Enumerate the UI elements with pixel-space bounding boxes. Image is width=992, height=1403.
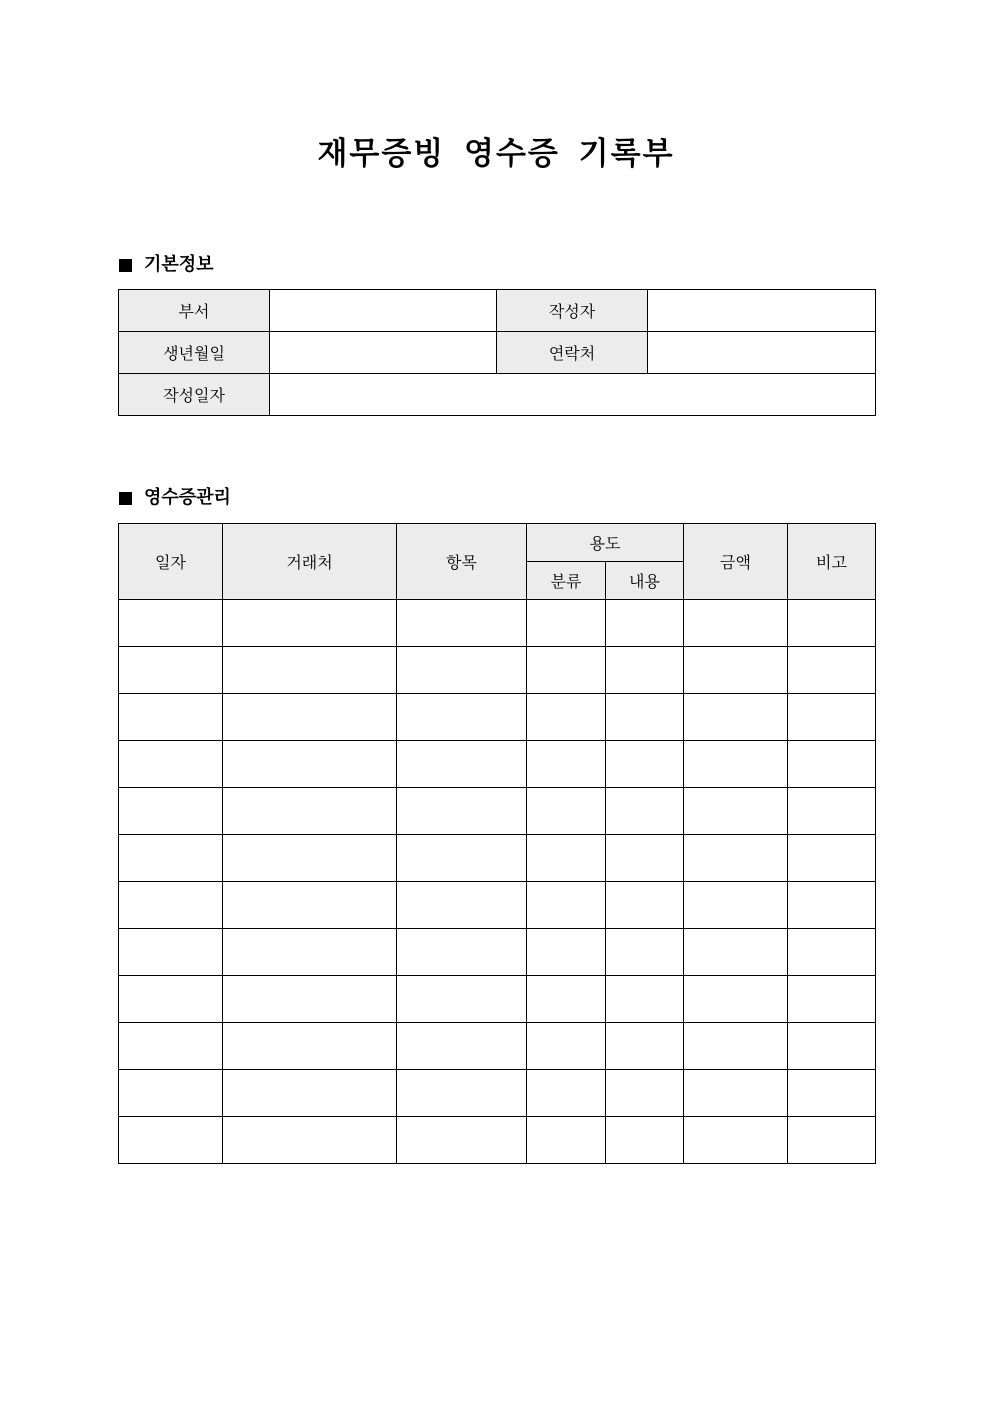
table-row <box>119 882 876 929</box>
detail-cell[interactable] <box>606 647 684 694</box>
item-cell[interactable] <box>397 1070 527 1117</box>
category-cell[interactable] <box>527 694 606 741</box>
table-row <box>119 1117 876 1164</box>
written-date-field[interactable] <box>270 374 876 416</box>
note-cell[interactable] <box>788 1070 876 1117</box>
category-cell[interactable] <box>527 647 606 694</box>
date-cell[interactable] <box>119 882 223 929</box>
square-bullet-icon <box>119 259 132 272</box>
item-cell[interactable] <box>397 600 527 647</box>
note-cell[interactable] <box>788 1023 876 1070</box>
note-cell[interactable] <box>788 835 876 882</box>
receipt-heading <box>119 486 231 510</box>
vendor-cell[interactable] <box>223 976 397 1023</box>
contact-label: 연락처 <box>497 332 648 374</box>
note-cell[interactable] <box>788 976 876 1023</box>
column-header-note: 비고 <box>788 524 876 600</box>
item-cell[interactable] <box>397 647 527 694</box>
receipt-header-row <box>119 524 876 562</box>
column-header-usage: 용도 <box>527 524 684 562</box>
detail-cell[interactable] <box>606 835 684 882</box>
category-cell[interactable] <box>527 1117 606 1164</box>
department-field[interactable] <box>270 290 497 332</box>
category-cell[interactable] <box>527 1070 606 1117</box>
table-row <box>119 788 876 835</box>
amount-cell[interactable] <box>684 647 788 694</box>
date-cell[interactable] <box>119 929 223 976</box>
table-row <box>119 1023 876 1070</box>
table-row <box>119 600 876 647</box>
table-row <box>119 741 876 788</box>
detail-cell[interactable] <box>606 1023 684 1070</box>
basic-info-heading-label: 기본정보 <box>144 254 214 275</box>
vendor-cell[interactable] <box>223 835 397 882</box>
vendor-cell[interactable] <box>223 788 397 835</box>
vendor-cell[interactable] <box>223 647 397 694</box>
table-row <box>119 694 876 741</box>
receipt-table <box>118 523 876 1164</box>
column-header-item: 항목 <box>397 524 527 600</box>
category-cell[interactable] <box>527 741 606 788</box>
vendor-cell[interactable] <box>223 741 397 788</box>
item-cell[interactable] <box>397 741 527 788</box>
detail-cell[interactable] <box>606 788 684 835</box>
detail-cell[interactable] <box>606 741 684 788</box>
amount-cell[interactable] <box>684 600 788 647</box>
date-cell[interactable] <box>119 600 223 647</box>
amount-cell[interactable] <box>684 835 788 882</box>
date-cell[interactable] <box>119 1070 223 1117</box>
detail-cell[interactable] <box>606 1117 684 1164</box>
amount-cell[interactable] <box>684 1117 788 1164</box>
date-cell[interactable] <box>119 647 223 694</box>
date-cell[interactable] <box>119 741 223 788</box>
table-row <box>119 835 876 882</box>
detail-cell[interactable] <box>606 600 684 647</box>
column-header-usage-category: 분류 <box>527 562 606 600</box>
note-cell[interactable] <box>788 929 876 976</box>
table-row <box>119 929 876 976</box>
item-cell[interactable] <box>397 1023 527 1070</box>
amount-cell[interactable] <box>684 788 788 835</box>
item-cell[interactable] <box>397 882 527 929</box>
column-header-date: 일자 <box>119 524 223 600</box>
category-cell[interactable] <box>527 788 606 835</box>
vendor-cell[interactable] <box>223 1117 397 1164</box>
column-header-usage-detail: 내용 <box>606 562 684 600</box>
note-cell[interactable] <box>788 1117 876 1164</box>
written-date-label: 작성일자 <box>119 374 270 416</box>
basic-info-table <box>118 289 876 416</box>
writer-field[interactable] <box>648 290 876 332</box>
vendor-cell[interactable] <box>223 929 397 976</box>
category-cell[interactable] <box>527 976 606 1023</box>
birth-date-label: 생년월일 <box>119 332 270 374</box>
item-cell[interactable] <box>397 929 527 976</box>
receipt-heading-label: 영수증관리 <box>144 487 231 508</box>
note-cell[interactable] <box>788 647 876 694</box>
vendor-cell[interactable] <box>223 1070 397 1117</box>
contact-field[interactable] <box>648 332 876 374</box>
item-cell[interactable] <box>397 835 527 882</box>
birth-date-field[interactable] <box>270 332 497 374</box>
table-row <box>119 647 876 694</box>
detail-cell[interactable] <box>606 1070 684 1117</box>
amount-cell[interactable] <box>684 882 788 929</box>
vendor-cell[interactable] <box>223 1023 397 1070</box>
vendor-cell[interactable] <box>223 882 397 929</box>
basic-info-heading <box>119 253 214 277</box>
vendor-cell[interactable] <box>223 694 397 741</box>
vendor-cell[interactable] <box>223 600 397 647</box>
item-cell[interactable] <box>397 1117 527 1164</box>
amount-cell[interactable] <box>684 976 788 1023</box>
department-label: 부서 <box>119 290 270 332</box>
date-cell[interactable] <box>119 1117 223 1164</box>
amount-cell[interactable] <box>684 741 788 788</box>
item-cell[interactable] <box>397 694 527 741</box>
note-cell[interactable] <box>788 788 876 835</box>
amount-cell[interactable] <box>684 1070 788 1117</box>
detail-cell[interactable] <box>606 929 684 976</box>
category-cell[interactable] <box>527 600 606 647</box>
date-cell[interactable] <box>119 835 223 882</box>
category-cell[interactable] <box>527 1023 606 1070</box>
date-cell[interactable] <box>119 1023 223 1070</box>
category-cell[interactable] <box>527 882 606 929</box>
note-cell[interactable] <box>788 600 876 647</box>
basic-info-row <box>119 290 876 332</box>
category-cell[interactable] <box>527 835 606 882</box>
basic-info-row <box>119 332 876 374</box>
detail-cell[interactable] <box>606 882 684 929</box>
item-cell[interactable] <box>397 788 527 835</box>
amount-cell[interactable] <box>684 694 788 741</box>
date-cell[interactable] <box>119 694 223 741</box>
note-cell[interactable] <box>788 694 876 741</box>
note-cell[interactable] <box>788 741 876 788</box>
amount-cell[interactable] <box>684 929 788 976</box>
document-title: 재무증빙 영수증 기록부 <box>317 136 675 172</box>
date-cell[interactable] <box>119 976 223 1023</box>
column-header-vendor: 거래처 <box>223 524 397 600</box>
date-cell[interactable] <box>119 788 223 835</box>
category-cell[interactable] <box>527 929 606 976</box>
item-cell[interactable] <box>397 976 527 1023</box>
writer-label: 작성자 <box>497 290 648 332</box>
note-cell[interactable] <box>788 882 876 929</box>
column-header-amount: 금액 <box>684 524 788 600</box>
detail-cell[interactable] <box>606 694 684 741</box>
detail-cell[interactable] <box>606 976 684 1023</box>
table-row <box>119 976 876 1023</box>
basic-info-row <box>119 374 876 416</box>
table-row <box>119 1070 876 1117</box>
square-bullet-icon <box>119 492 132 505</box>
amount-cell[interactable] <box>684 1023 788 1070</box>
